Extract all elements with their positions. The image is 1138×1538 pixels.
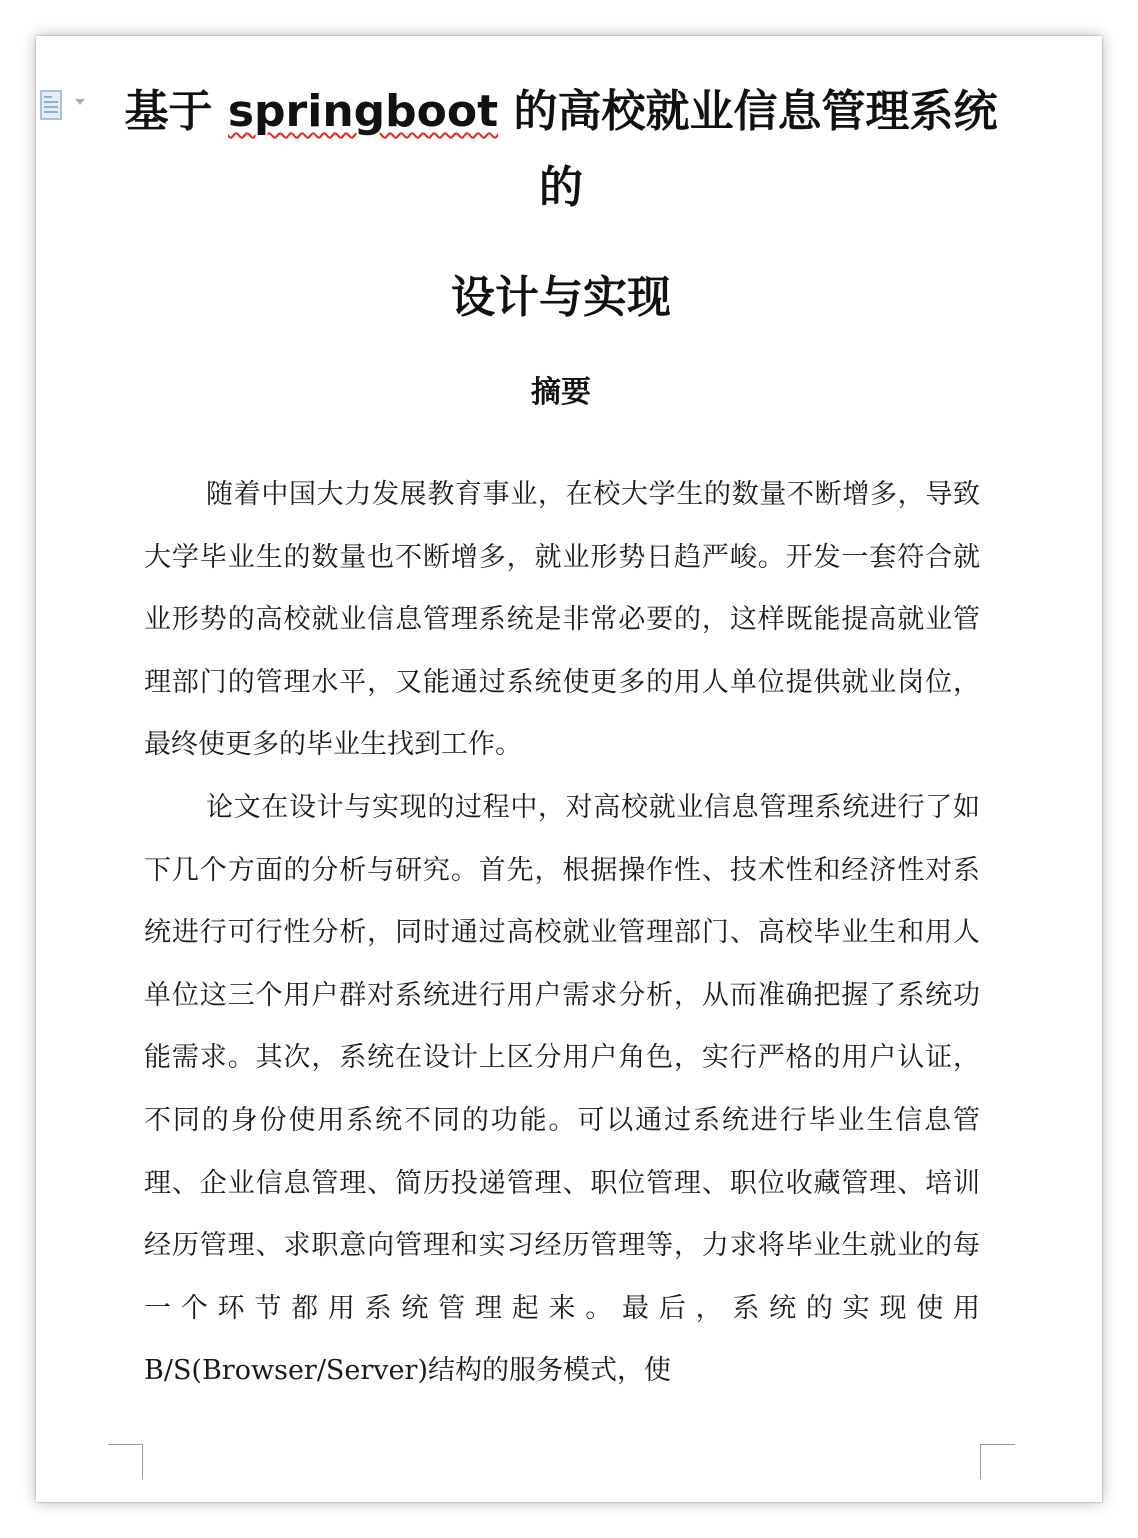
title-prefix: 基于 — [124, 86, 228, 137]
document-page[interactable] — [36, 36, 1102, 1502]
title-suffix: 的高校就业信息管理系统 — [498, 86, 998, 137]
document-title-line-1 — [36, 86, 1086, 137]
document-title-line-2: 的 — [539, 162, 583, 213]
document-subtitle: 设计与实现 — [451, 272, 671, 323]
abstract-paragraph-1: 随着中国大力发展教育事业，在校大学生的数量不断增多，导致大学毕业生的数量也不断增多，就业形势日趋严峻。开发一套符合就业形势的高校就业信息管理系统是非常必要的，这样既能提高就业管理部门的管理水平，又能通过系统使更多的用人单位提供就业岗位，最终使更多的毕业生找到工作。 — [144, 479, 980, 761]
spellcheck-flagged-word[interactable]: springboot — [227, 86, 499, 137]
margin-crop-mark-left — [108, 1444, 143, 1479]
abstract-paragraph-2: 论文在设计与实现的过程中，对高校就业信息管理系统进行了如下几个方面的分析与研究。首先，根据操作性、技术性和经济性对系统进行可行性分析，同时通过高校就业管理部门、高校毕业生和用人单位这三个用户群对系统进行用户需求分析，从而准确把握了系统功能需求。其次，系统在设计上区分用户角色，实行严格的用户认证，不同的身份使用系统不同的功能。可以通过系统进行毕业生信息管理、企业信息管理、简历投递管理、职位管理、职位收藏管理、培训经历管理、求职意向管理和实习经历管理等，力求将毕业生就业的每一个环节都用系统管理起来。最后，系统的实现使用 B/S(Browser/Server)结构的服务模式，使 — [144, 792, 980, 1387]
margin-crop-mark-right — [980, 1444, 1015, 1479]
abstract-heading: 摘要 — [531, 375, 591, 410]
